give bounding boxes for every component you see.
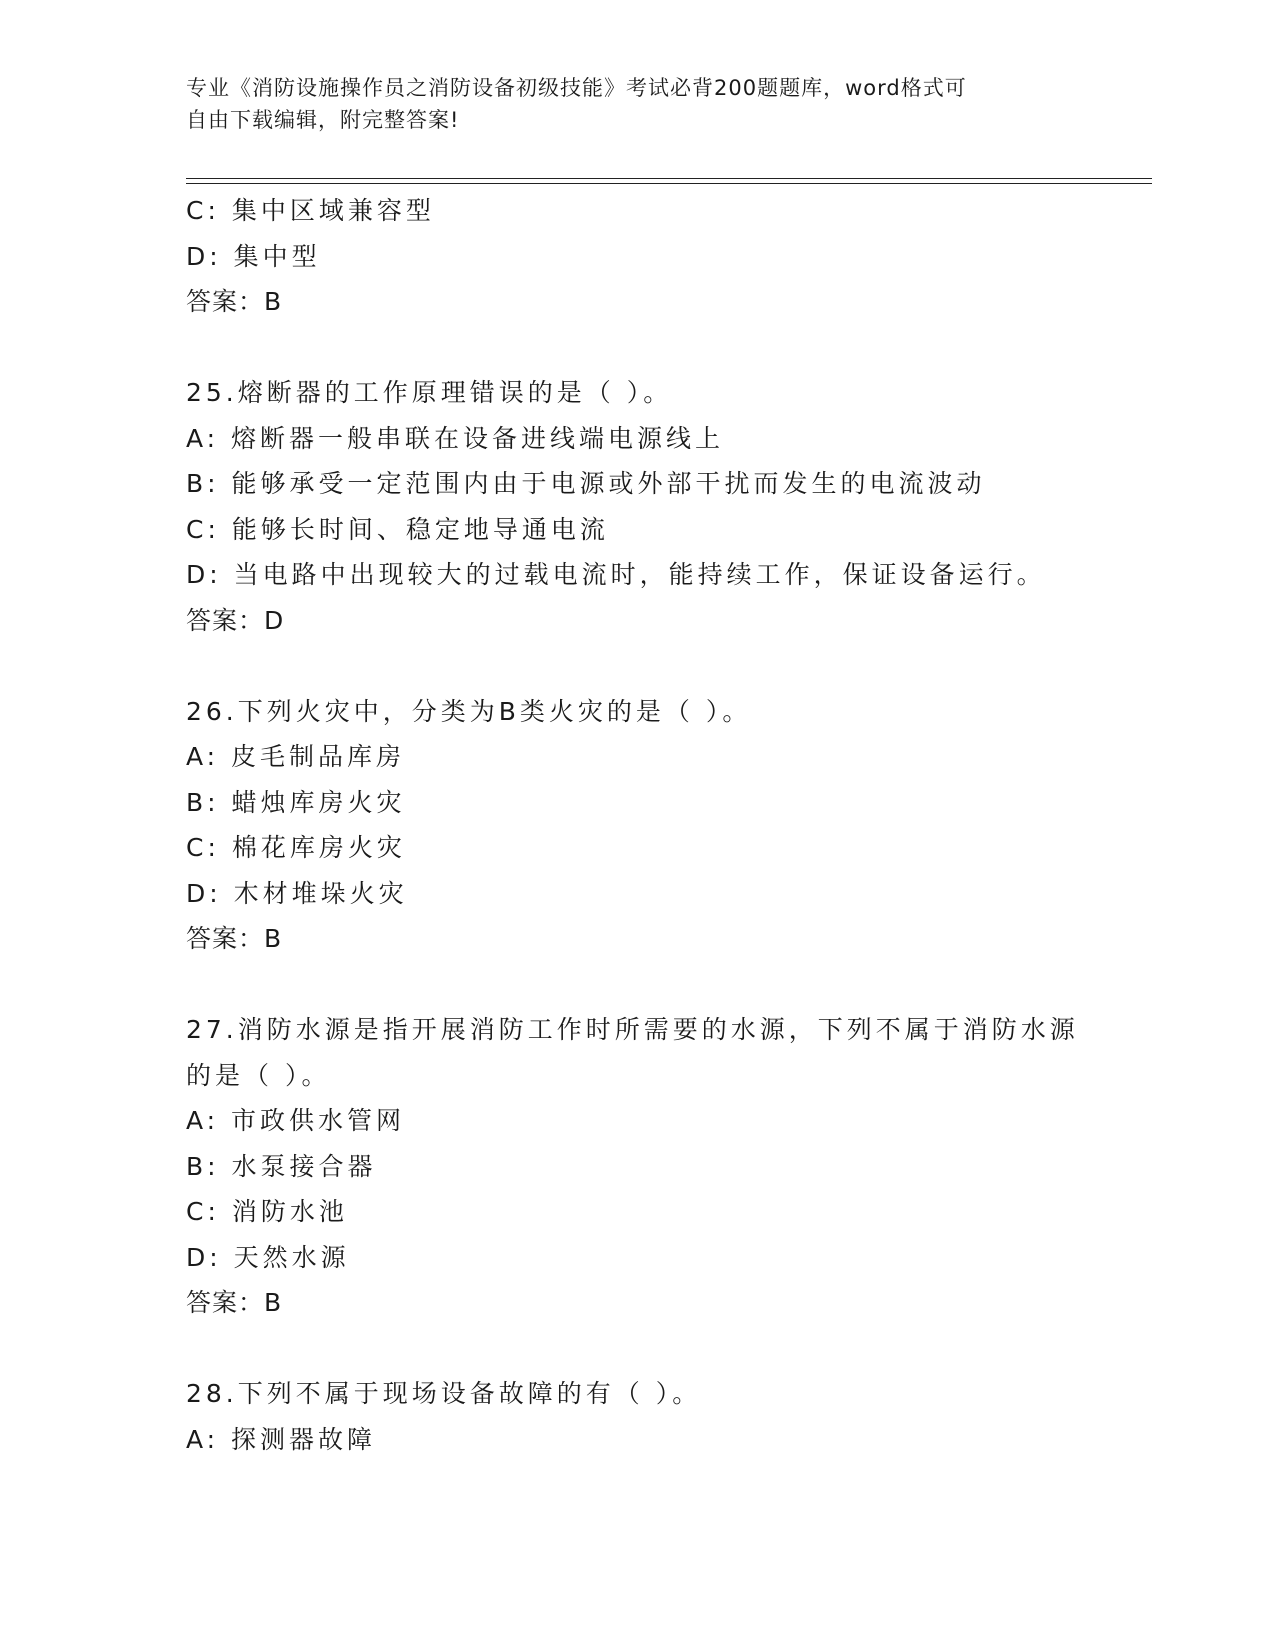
option-text: D: 集中型 [186, 241, 321, 271]
question-block [186, 188, 1086, 370]
question-block [186, 370, 1086, 689]
header-rule-bottom [186, 183, 1152, 184]
option-text: A: 市政供水管网 [186, 1106, 406, 1135]
question-list [186, 188, 1086, 1462]
header-rule-top [186, 178, 1152, 179]
option-text: B: 能够承受一定范围内由于电源或外部干扰而发生的电流波动 [186, 469, 986, 498]
block-spacer [186, 962, 1086, 1008]
option-text: D: 天然水源 [186, 1242, 350, 1272]
answer-text: 答案：D [186, 605, 285, 635]
answer-text: 答案：B [186, 287, 283, 316]
question-text: 25.熔断器的工作原理错误的是（ ）。 [186, 378, 673, 407]
block-spacer [186, 643, 1086, 689]
question-block [186, 1007, 1086, 1371]
option-text: B: 蜡烛库房火灾 [186, 787, 406, 817]
option-text: D: 当电路中出现较大的过载电流时，能持续工作，保证设备运行。 [186, 560, 1046, 589]
question-text: 26.下列火灾中，分类为B类火灾的是（ ）。 [186, 696, 752, 726]
block-spacer [186, 1326, 1086, 1372]
option-text: A: 皮毛制品库房 [186, 742, 406, 771]
option-text: A: 熔断器一般串联在设备进线端电源线上 [186, 423, 725, 453]
document-header [186, 72, 1066, 136]
option-text: C: 消防水池 [186, 1197, 348, 1226]
option-text: 的是（ ）。 [186, 1060, 331, 1090]
option-text: A: 探测器故障 [186, 1424, 377, 1454]
option-text: C: 能够长时间、稳定地导通电流 [186, 514, 609, 544]
option-text: B: 水泵接合器 [186, 1151, 377, 1181]
answer-text: 答案：B [186, 924, 283, 953]
option-text: C: 棉花库房火灾 [186, 833, 406, 862]
header-line-2: 自由下载编辑，附完整答案! [186, 108, 460, 132]
option-text: D: 木材堆垛火灾 [186, 878, 408, 908]
block-spacer [186, 325, 1086, 371]
header-line-1: 专业《消防设施操作员之消防设备初级技能》考试必背200题题库，word格式可 [186, 76, 967, 100]
question-text: 27.消防水源是指开展消防工作时所需要的水源，下列不属于消防水源 [186, 1015, 1079, 1044]
option-text: C: 集中区域兼容型 [186, 196, 435, 225]
question-block [186, 1371, 1086, 1462]
question-text: 28.下列不属于现场设备故障的有（ ）。 [186, 1379, 702, 1408]
question-block [186, 689, 1086, 1008]
answer-text: 答案：B [186, 1288, 283, 1317]
